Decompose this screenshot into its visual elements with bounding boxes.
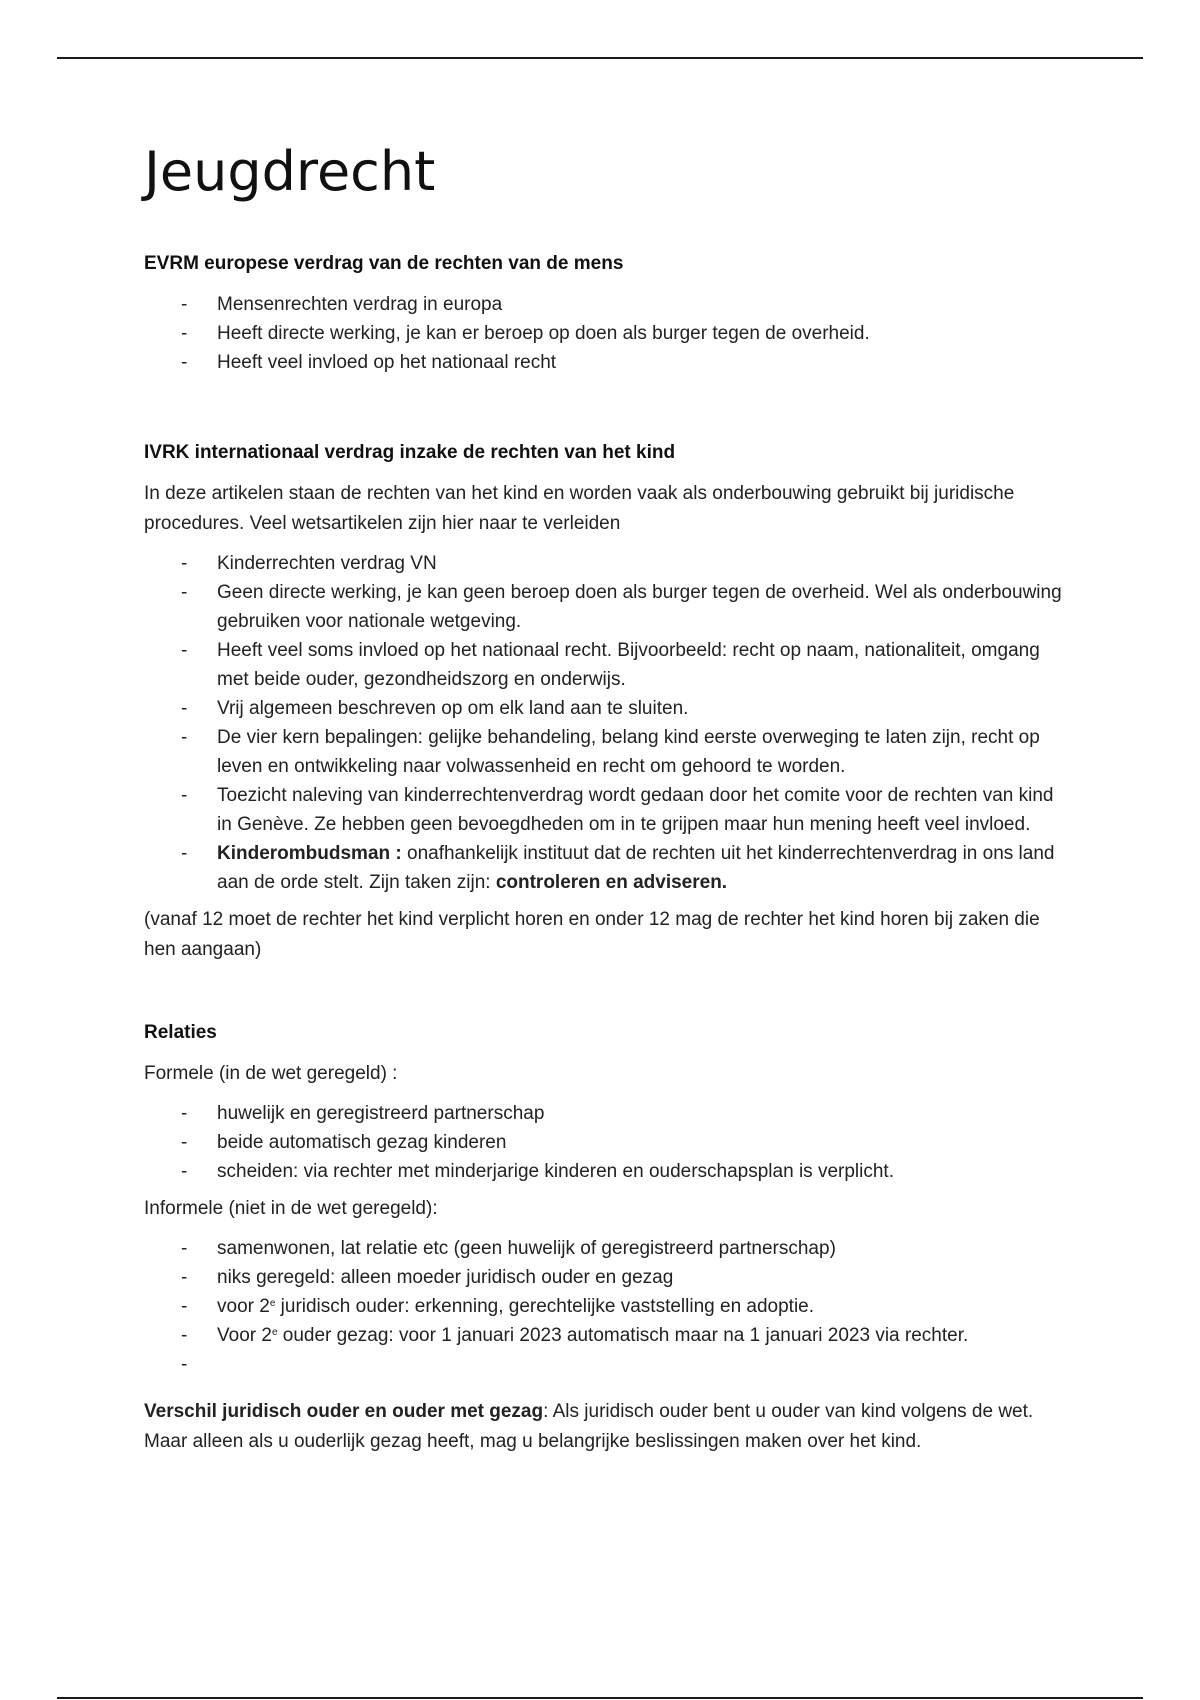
section-evrm xyxy=(144,250,1064,377)
list-item: - beide automatisch gezag kinderen xyxy=(144,1128,1064,1157)
verschil-label: Verschil juridisch ouder en ouder met gezag xyxy=(144,1401,544,1422)
list-item: - Geen directe werking, je kan geen beroep doen als burger tegen de overheid. Wel als onderbouwing gebruiken voor nationale wetgeving. xyxy=(144,578,1064,636)
formeel-label: Formele (in de wet geregeld) : xyxy=(144,1063,398,1084)
informeel-list xyxy=(144,1234,1064,1379)
list-item xyxy=(144,1292,1064,1321)
informeel-label: Informele (niet in de wet geregeld): xyxy=(144,1198,438,1219)
ivrk-intro: In deze artikelen staan de rechten van het kind en worden vaak als onderbouwing gebruikt bij juridische procedures. Veel wetsartikelen zijn hier naar te verleiden xyxy=(144,483,1015,534)
bottom-rule xyxy=(57,1697,1143,1699)
list-item: - Heeft veel invloed op het nationaal recht xyxy=(144,348,1064,377)
kinderombudsman-text: onafhankelijk instituut dat de rechten uit het kinderrechtenverdrag in ons land aan de orde stelt. Zijn taken zijn: xyxy=(217,843,1055,893)
list-item: - Vrij algemeen beschreven op om elk land aan te sluiten. xyxy=(144,694,1064,723)
list-item: - huwelijk en geregistreerd partnerschap xyxy=(144,1099,1064,1128)
document-title: Jeugdrecht xyxy=(144,140,436,203)
kinderombudsman-tasks: controleren en adviseren. xyxy=(495,872,728,893)
ivrk-heading: IVRK internationaal verdrag inzake de rechten van het kind xyxy=(144,442,676,463)
list-item: - samenwonen, lat relatie etc (geen huwelijk of geregistreerd partnerschap) xyxy=(144,1234,1064,1263)
evrm-heading: EVRM europese verdrag van de rechten van de mens xyxy=(144,253,624,274)
kinderombudsman-label: Kinderombudsman : xyxy=(217,843,402,864)
text-part: Voor 2 xyxy=(217,1325,272,1346)
text-part: ouder gezag: voor 1 januari 2023 automatisch maar na 1 januari 2023 via rechter. xyxy=(277,1325,969,1346)
list-item-kinderombudsman xyxy=(144,839,1064,897)
verschil-paragraph xyxy=(144,1397,1064,1457)
formeel-list xyxy=(144,1099,1064,1186)
list-item: - Kinderrechten verdrag VN xyxy=(144,549,1064,578)
list-item: - Heeft directe werking, je kan er beroep op doen als burger tegen de overheid. xyxy=(144,319,1064,348)
list-item: - scheiden: via rechter met minderjarige kinderen en ouderschapsplan is verplicht. xyxy=(144,1157,1064,1186)
text-part: voor 2 xyxy=(217,1296,270,1317)
verschil-text: : Als juridisch ouder bent u ouder van kind volgens de wet. Maar alleen als u ouderlijk gezag heeft, mag u belangrijke beslissingen maken over het kind. xyxy=(144,1401,1034,1452)
ivrk-note: (vanaf 12 moet de rechter het kind verplicht horen en onder 12 mag de rechter het kind horen bij zaken die hen aangaan) xyxy=(144,909,1040,960)
ivrk-list xyxy=(144,549,1064,897)
top-rule xyxy=(57,57,1143,59)
superscript: e xyxy=(271,1327,278,1338)
relaties-heading: Relaties xyxy=(144,1022,217,1043)
section-ivrk xyxy=(144,439,1064,965)
list-item: - niks geregeld: alleen moeder juridisch ouder en gezag xyxy=(144,1263,1064,1292)
list-item: - Heeft veel soms invloed op het nationaal recht. Bijvoorbeeld: recht op naam, nationaliteit, omgang met beide ouder, gezondheidszorg en onderwijs. xyxy=(144,636,1064,694)
list-item: - Toezicht naleving van kinderrechtenverdrag wordt gedaan door het comite voor de rechten van kind in Genève. Ze hebben geen bevoegdheden om in te grijpen maar hun mening heeft veel invloed. xyxy=(144,781,1064,839)
list-item-empty xyxy=(144,1350,1064,1379)
list-item: - De vier kern bepalingen: gelijke behandeling, belang kind eerste overweging te laten zijn, recht op leven en ontwikkeling naar volwassenheid en recht om gehoord te worden. xyxy=(144,723,1064,781)
text-part: juridisch ouder: erkenning, gerechtelijke vaststelling en adoptie. xyxy=(275,1296,815,1317)
list-item xyxy=(144,1321,1064,1350)
evrm-list xyxy=(144,290,1064,377)
section-relaties xyxy=(144,1019,1064,1457)
list-item: - Mensenrechten verdrag in europa xyxy=(144,290,1064,319)
document-page xyxy=(144,140,1064,1467)
superscript: e xyxy=(269,1298,276,1309)
